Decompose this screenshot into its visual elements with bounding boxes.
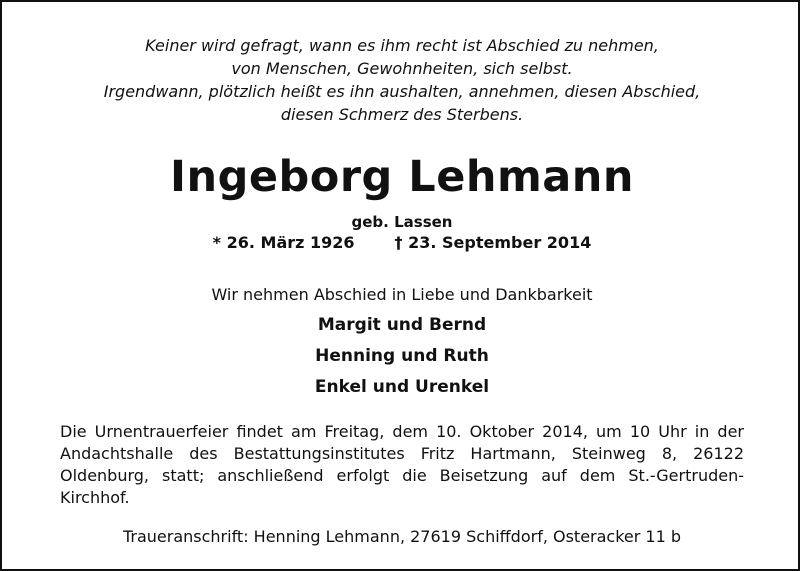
poem-line: diesen Schmerz des Sterbens. bbox=[280, 105, 524, 124]
deceased-name: Ingeborg Lehmann bbox=[169, 152, 635, 202]
farewell-intro: Wir nehmen Abschied in Liebe und Dankbarkeit bbox=[211, 285, 593, 304]
birth-date: * 26. März 1926 bbox=[212, 233, 355, 252]
life-dates bbox=[2, 232, 800, 254]
poem-line: Irgendwann, plötzlich heißt es ihn aushalten, annehmen, diesen Abschied, bbox=[103, 82, 701, 101]
mourner-entry: Margit und Bernd bbox=[317, 315, 487, 335]
mourner-entry: Henning und Ruth bbox=[315, 346, 489, 366]
mourner-entry: Enkel und Urenkel bbox=[314, 377, 490, 397]
poem bbox=[2, 34, 800, 126]
mourning-address: Traueranschrift: Henning Lehmann, 27619 Schiffdorf, Osteracker 11 b bbox=[122, 527, 682, 546]
mourners-list bbox=[2, 312, 800, 405]
birth-name: geb. Lassen bbox=[351, 213, 453, 231]
death-date: † 23. September 2014 bbox=[394, 233, 592, 252]
poem-line: Keiner wird gefragt, wann es ihm recht ist Abschied zu nehmen, bbox=[145, 36, 659, 55]
ceremony-details: Die Urnentrauerfeier findet am Freitag, dem 10. Oktober 2014, um 10 Uhr in der Andachtshalle des Bestattungsinstitutes Fritz Hartmann, Steinweg 8, 26122 Oldenburg, statt; anschließend erfolgt die Beisetzung auf dem St.-Gertruden-Kirchhof. bbox=[60, 422, 744, 507]
poem-line: von Menschen, Gewohnheiten, sich selbst. bbox=[231, 59, 573, 78]
